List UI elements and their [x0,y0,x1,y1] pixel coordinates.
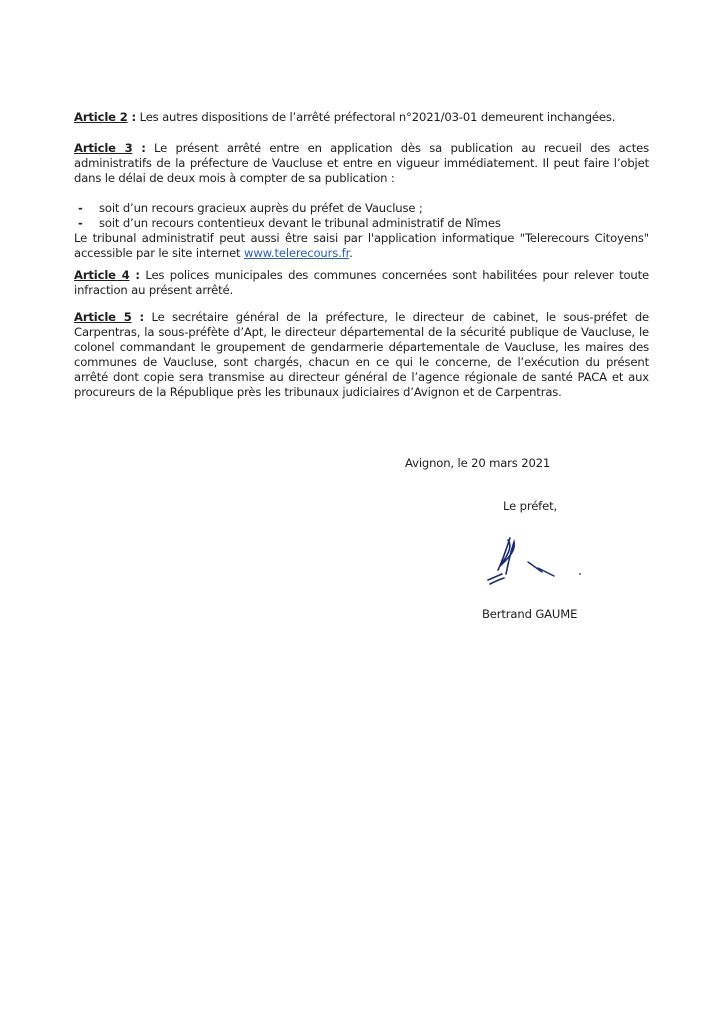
recours-list [74,201,649,231]
telerecours-text: Le tribunal administratif peut aussi être saisi par l'application informatique "Telerecours Citoyens" accessible par le site internet [74,231,649,260]
telerecours-link[interactable]: www.telerecours.fr [244,246,350,260]
article-2-label: Article 2 [74,110,128,124]
article-5-text: Le secrétaire général de la préfecture, le directeur de cabinet, le sous-préfet de Carpentras, la sous-préfète d’Apt, le directeur départemental de la sécurité publique de Vaucluse, le colonel commandant le groupement de gendarmerie départementale de Vaucluse, les maires des communes de Vaucluse, sont chargés, chacun en ce qui le concerne, de l’exécution du présent arrêté dont copie sera transmise au directeur général de l’agence régionale de santé PACA et aux procureurs de la République près les tribunaux judiciaires d’Avignon et de Carpentras. [74,310,650,399]
place-date: Avignon, le 20 mars 2021 [405,456,551,470]
article-5-label: Article 5 [74,310,132,324]
article-4-text: Les polices municipales des communes concernées sont habilitées pour relever toute infraction au présent arrêté. [74,268,649,297]
article-2-sep: : [127,110,137,124]
article-2 [74,110,649,125]
signatory-name: Bertrand GAUME [482,607,578,621]
article-4 [74,268,649,298]
list-item-text: soit d’un recours contentieux devant le tribunal administratif de Nîmes [99,216,501,230]
article-4-sep: : [129,268,140,282]
telerecours-end: . [349,246,353,260]
article-3 [74,141,649,261]
list-item: - soit d’un recours gracieux auprès du préfet de Vaucluse ; [78,201,423,215]
article-3-label: Article 3 [74,141,133,155]
article-3-text: Le présent arrêté entre en application dès sa publication au recueil des actes administratifs de la préfecture de Vaucluse et entre en vigueur immédiatement. Il peut faire l’objet dans le délai de deux mois à compter de sa publication : [74,141,649,185]
signature-image [480,530,620,590]
article-4-label: Article 4 [74,268,130,282]
article-2-text: Les autres dispositions de l’arrêté préfectoral n°2021/03-01 demeurent inchangées. [136,110,616,124]
signatory-title: Le préfet, [503,499,558,513]
article-5-sep: : [131,310,144,324]
list-item-text: soit d’un recours gracieux auprès du préfet de Vaucluse ; [99,201,423,215]
list-item: - soit d’un recours contentieux devant le tribunal administratif de Nîmes [78,216,501,230]
article-5 [74,310,649,400]
article-3-sep: : [132,141,146,155]
